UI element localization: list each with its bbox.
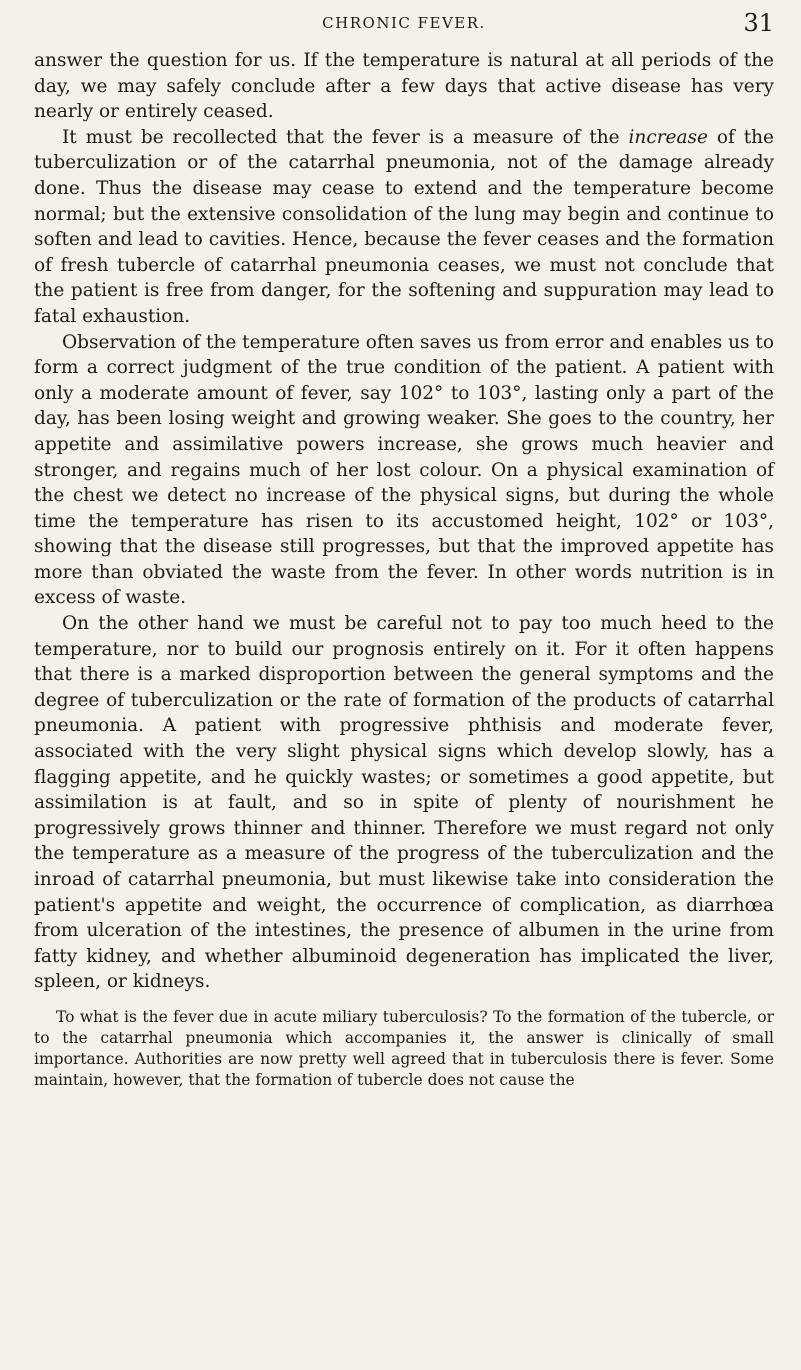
paragraph-4-text: On the other hand we must be careful not to pay too much heed to the temperature, nor to build our prognosis entirely on it. For it often happens that there is a marked disproportion between the general symptoms and the degree of tuberculization or the rate of formation of the products of catarrhal pneumonia. A patient with progressive phthisis and moderate fever, associated with the very slight physical signs which develop slowly, has a flagging appetite, and he quickly wastes; or sometimes a good appetite, but assimilation is at fault, and so in spite of plenty of nourishment he progressively grows thinner and thinner. Therefore we must regard not only the temperature as a measure of the progress of the tuberculization and the inroad of catarrhal pneumonia, but must likewise take into consideration the patient's appetite and weight, the occurrence of complication, as diarrhœa from ulceration of the intestines, the presence of albumen in the urine from fatty kidney, and whether albuminoid degeneration has implicated the liver, spleen, or kidneys. (34, 613, 774, 993)
footnote-text: To what is the fever due in acute miliary tuberculosis? To the formation of the tubercle, or to the catarrhal pneumonia which accompanies it, the answer is clinically of small importance. Authorities are now pretty well agreed that in tuberculosis there is fever. Some maintain, however, that the formation of tubercle does not cause the (34, 1007, 774, 1089)
paragraph-2 (34, 125, 774, 330)
paragraph-4 (34, 611, 774, 995)
running-title: CHRONIC FEVER. (322, 14, 486, 32)
emphasis-increase: increase (628, 126, 708, 148)
paragraph-2-text-a: It must be recollected that the fever is a measure of the (62, 126, 620, 148)
running-header (34, 10, 774, 46)
footnote-paragraph (34, 1007, 774, 1091)
paragraph-2-text-b: of the tuberculization or of the catarrhal pneumonia, not of the damage already done. Thus the disease may cease to extend and the temperature become normal; but the extensive consolidation of the lung may begin and continue to soften and lead to cavities. Hence, because the fever ceases and the formation of fresh tubercle of catarrhal pneumonia ceases, we must not conclude that the patient is free from danger, for the softening and suppuration may lead to fatal exhaustion. (34, 126, 775, 327)
body-text (34, 48, 774, 995)
paragraph-1-text: answer the question for us. If the temperature is natural at all periods of the day, we may safely conclude after a few days that active disease has very nearly or entirely ceased. (34, 50, 774, 123)
paragraph-1 (34, 48, 774, 125)
page-number: 31 (743, 9, 774, 37)
paragraph-3 (34, 330, 774, 612)
paragraph-3-text: Observation of the temperature often saves us from error and enables us to form a correct judgment of the true condition of the patient. A patient with only a moderate amount of fever, say 102° to 103°, lasting only a part of the day, has been losing weight and growing weaker. She goes to the country, her appetite and assimilative powers increase, she grows much heavier and stronger, and regains much of her lost colour. On a physical examination of the chest we detect no increase of the physical signs, but during the whole time the temperature has risen to its accustomed height, 102° or 103°, showing that the disease still progresses, but that the improved appetite has more than obviated the waste from the fever. In other words nutrition is in excess of waste. (34, 331, 774, 609)
